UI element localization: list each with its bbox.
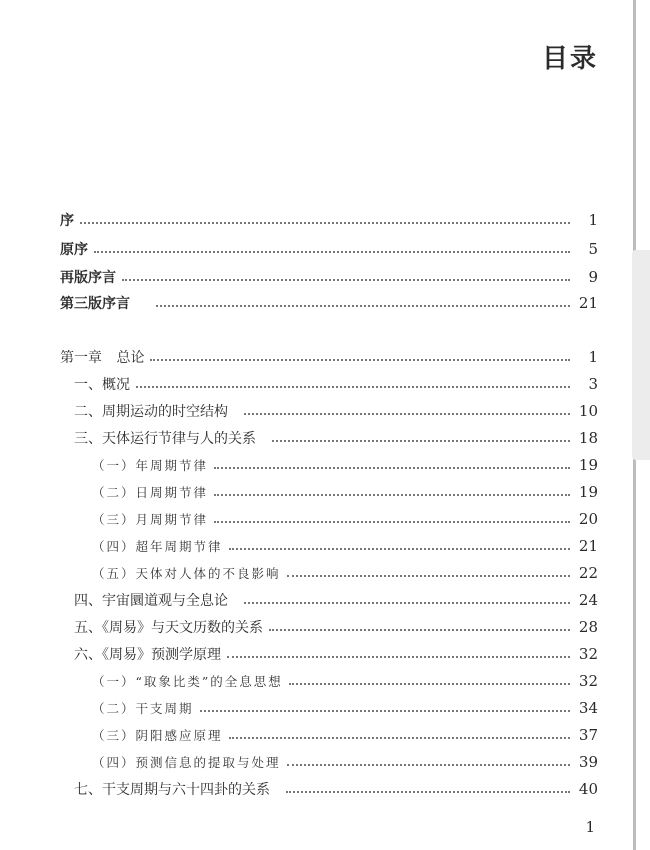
toc-section-page: 3 bbox=[588, 375, 598, 393]
toc-entry-label: 原序 bbox=[60, 242, 88, 258]
page-number: 1 bbox=[585, 818, 595, 836]
dot-leader bbox=[286, 791, 570, 793]
toc-subsection[interactable] bbox=[92, 750, 598, 774]
toc-entry-label: 第三版序言 bbox=[60, 296, 130, 312]
toc-subsection-page: 39 bbox=[578, 753, 598, 771]
toc-subsection[interactable] bbox=[92, 561, 598, 585]
dot-leader bbox=[229, 548, 570, 550]
toc-subsection-page: 19 bbox=[578, 456, 598, 474]
toc-subsection-label: （四）超年周期节律 bbox=[92, 539, 223, 554]
toc-subsection-label: （二）干支周期 bbox=[92, 701, 194, 716]
toc-subsection-label: （二）日周期节律 bbox=[92, 485, 209, 500]
dot-leader bbox=[156, 305, 570, 307]
dot-leader bbox=[94, 251, 570, 253]
page-title: 目录 bbox=[541, 44, 598, 74]
toc-subsection-page: 20 bbox=[578, 510, 598, 528]
toc-subsection-label: （五）天体对人体的不良影响 bbox=[92, 566, 281, 581]
toc-subsection-label: （四）预测信息的提取与处理 bbox=[92, 755, 281, 770]
toc-subsection[interactable] bbox=[92, 453, 598, 477]
toc-subsection[interactable] bbox=[92, 696, 598, 720]
toc-section[interactable] bbox=[74, 642, 598, 666]
toc-subsection[interactable] bbox=[92, 669, 598, 693]
toc-section-label: 七、干支周期与六十四卦的关系 bbox=[74, 782, 270, 798]
toc-entry-third-edition-preface[interactable] bbox=[60, 291, 598, 315]
toc-section-label: 二、周期运动的时空结构 bbox=[74, 404, 228, 420]
toc-section[interactable] bbox=[74, 426, 598, 450]
dot-leader bbox=[229, 737, 570, 739]
toc-section[interactable] bbox=[74, 615, 598, 639]
toc-entry-second-edition-preface[interactable] bbox=[60, 265, 598, 289]
toc-section-page: 24 bbox=[578, 591, 598, 609]
toc-subsection[interactable] bbox=[92, 723, 598, 747]
toc-section-page: 40 bbox=[578, 780, 598, 798]
toc-section[interactable] bbox=[74, 777, 598, 801]
toc-section-page: 10 bbox=[578, 402, 598, 420]
toc-subsection-page: 21 bbox=[578, 537, 598, 555]
toc-section-label: 三、天体运行节律与人的关系 bbox=[74, 431, 256, 447]
toc-subsection-page: 32 bbox=[578, 672, 598, 690]
dot-leader bbox=[214, 521, 570, 523]
toc-subsection-page: 19 bbox=[578, 483, 598, 501]
toc-subsection-page: 34 bbox=[578, 699, 598, 717]
toc-subsection-label: （三）月周期节律 bbox=[92, 512, 209, 527]
toc-section-page: 18 bbox=[578, 429, 598, 447]
toc-subsection[interactable] bbox=[92, 480, 598, 504]
dot-leader bbox=[214, 494, 570, 496]
toc-entry-label: 序 bbox=[60, 213, 74, 229]
dot-leader bbox=[200, 710, 570, 712]
dot-leader bbox=[287, 575, 570, 577]
dot-leader bbox=[122, 279, 570, 281]
toc-subsection-label: （一）“取象比类”的全息思想 bbox=[92, 674, 283, 689]
toc-chapter-page: 1 bbox=[588, 348, 598, 366]
dot-leader bbox=[150, 359, 570, 361]
toc-section-page: 32 bbox=[578, 645, 598, 663]
toc-subsection[interactable] bbox=[92, 507, 598, 531]
dot-leader bbox=[272, 440, 570, 442]
toc-section-label: 一、概况 bbox=[74, 377, 130, 393]
toc-subsection[interactable] bbox=[92, 534, 598, 558]
dot-leader bbox=[289, 683, 570, 685]
toc-section-label: 四、宇宙圜道观与全息论 bbox=[74, 593, 228, 609]
toc-entry-original-preface[interactable] bbox=[60, 237, 598, 261]
toc-section[interactable] bbox=[74, 372, 598, 396]
toc-chapter-label: 第一章 总论 bbox=[60, 350, 145, 366]
toc-entry-page: 5 bbox=[588, 240, 598, 258]
dot-leader bbox=[214, 467, 570, 469]
toc-entry-label: 再版序言 bbox=[60, 270, 116, 286]
toc-subsection-page: 22 bbox=[578, 564, 598, 582]
toc-section-page: 28 bbox=[578, 618, 598, 636]
toc-section[interactable] bbox=[74, 399, 598, 423]
toc-section-label: 五、《周易》与天文历数的关系 bbox=[74, 620, 263, 636]
toc-section[interactable] bbox=[74, 588, 598, 612]
show-through-mark bbox=[632, 250, 650, 460]
toc-entry-page: 9 bbox=[588, 268, 598, 286]
dot-leader bbox=[136, 386, 570, 388]
dot-leader bbox=[244, 602, 570, 604]
dot-leader bbox=[227, 656, 570, 658]
dot-leader bbox=[269, 629, 570, 631]
toc-chapter-1[interactable] bbox=[60, 345, 598, 369]
toc-entry-preface[interactable] bbox=[60, 208, 598, 232]
toc-subsection-page: 37 bbox=[578, 726, 598, 744]
dot-leader bbox=[287, 764, 570, 766]
dot-leader bbox=[244, 413, 570, 415]
toc-entry-page: 1 bbox=[588, 211, 598, 229]
toc-entry-page: 21 bbox=[578, 294, 598, 312]
toc-subsection-label: （三）阴阳感应原理 bbox=[92, 728, 223, 743]
toc-section-label: 六、《周易》预测学原理 bbox=[74, 647, 221, 663]
toc-subsection-label: （一）年周期节律 bbox=[92, 458, 209, 473]
dot-leader bbox=[80, 222, 570, 224]
